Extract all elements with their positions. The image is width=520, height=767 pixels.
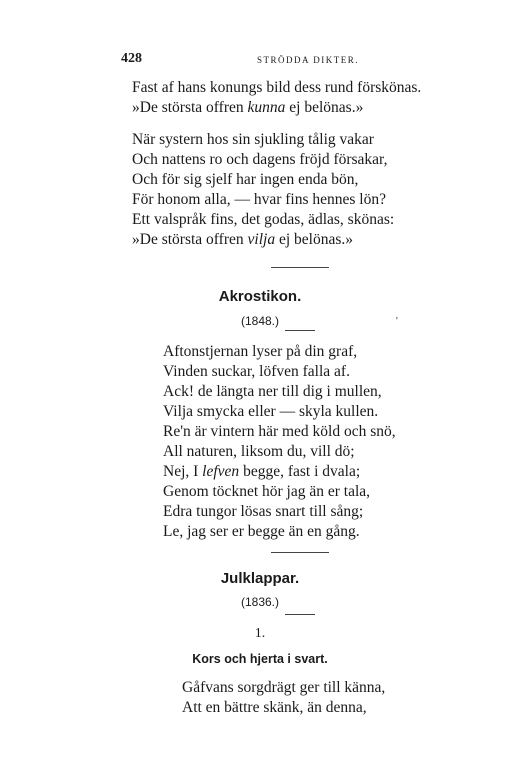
- section-divider: [271, 267, 329, 268]
- verse-line: Vilja smycka eller — skyla kullen.: [163, 403, 379, 420]
- verse-line: Gåfvans sorgdrägt ger till känna,: [182, 679, 386, 696]
- page-header: [121, 51, 481, 73]
- poem-date: (1848.): [240, 314, 280, 328]
- verse-line: »De största offren kunna ej belönas.»: [132, 99, 364, 116]
- verse-line: Och för sig sjelf har ingen enda bön,: [132, 171, 359, 188]
- verse-line: Edra tungor lösas snart till sång;: [163, 503, 364, 520]
- verse-line: Genom töcknet hör jag än er tala,: [163, 483, 371, 500]
- verse-line: Ett valspråk fins, det godas, ädlas, skönas:: [132, 211, 395, 228]
- verse-line: För honom alla, — hvar fins hennes lön?: [132, 191, 386, 208]
- title-underline: [285, 614, 315, 615]
- verse-line: Ack! de längta ner till dig i mullen,: [163, 383, 382, 400]
- page-number: 428: [121, 51, 142, 66]
- verse-line: Nej, I lefven begge, fast i dvala;: [163, 463, 361, 480]
- verse-line: »De största offren vilja ej belönas.»: [132, 231, 353, 248]
- verse-line: Fast af hans konungs bild dess rund förskönas.: [132, 79, 422, 96]
- running-head: STRÖDDA DIKTER.: [257, 55, 360, 65]
- stray-mark: ': [396, 316, 398, 327]
- verse-line: Och nattens ro och dagens fröjd försakar,: [132, 151, 388, 168]
- poem-date: (1836.): [240, 595, 280, 609]
- verse-line: All naturen, liksom du, vill dö;: [163, 443, 355, 460]
- title-underline: [285, 330, 315, 331]
- verse-line: Vinden suckar, löfven falla af.: [163, 363, 350, 380]
- verse-line: Le, jag ser er begge än en gång.: [163, 523, 360, 540]
- poem-title: Akrostikon.: [218, 288, 302, 305]
- section-divider: [271, 552, 329, 553]
- part-number: 1.: [254, 626, 266, 641]
- poem-title: Julklappar.: [220, 570, 300, 587]
- verse-line: Att en bättre skänk, än denna,: [182, 699, 367, 716]
- verse-line: Re'n är vintern här med köld och snö,: [163, 423, 396, 440]
- verse-line: Aftonstjernan lyser på din graf,: [163, 343, 358, 360]
- part-title: Kors och hjerta i svart.: [192, 652, 328, 666]
- verse-line: När systern hos sin sjukling tålig vakar: [132, 131, 374, 148]
